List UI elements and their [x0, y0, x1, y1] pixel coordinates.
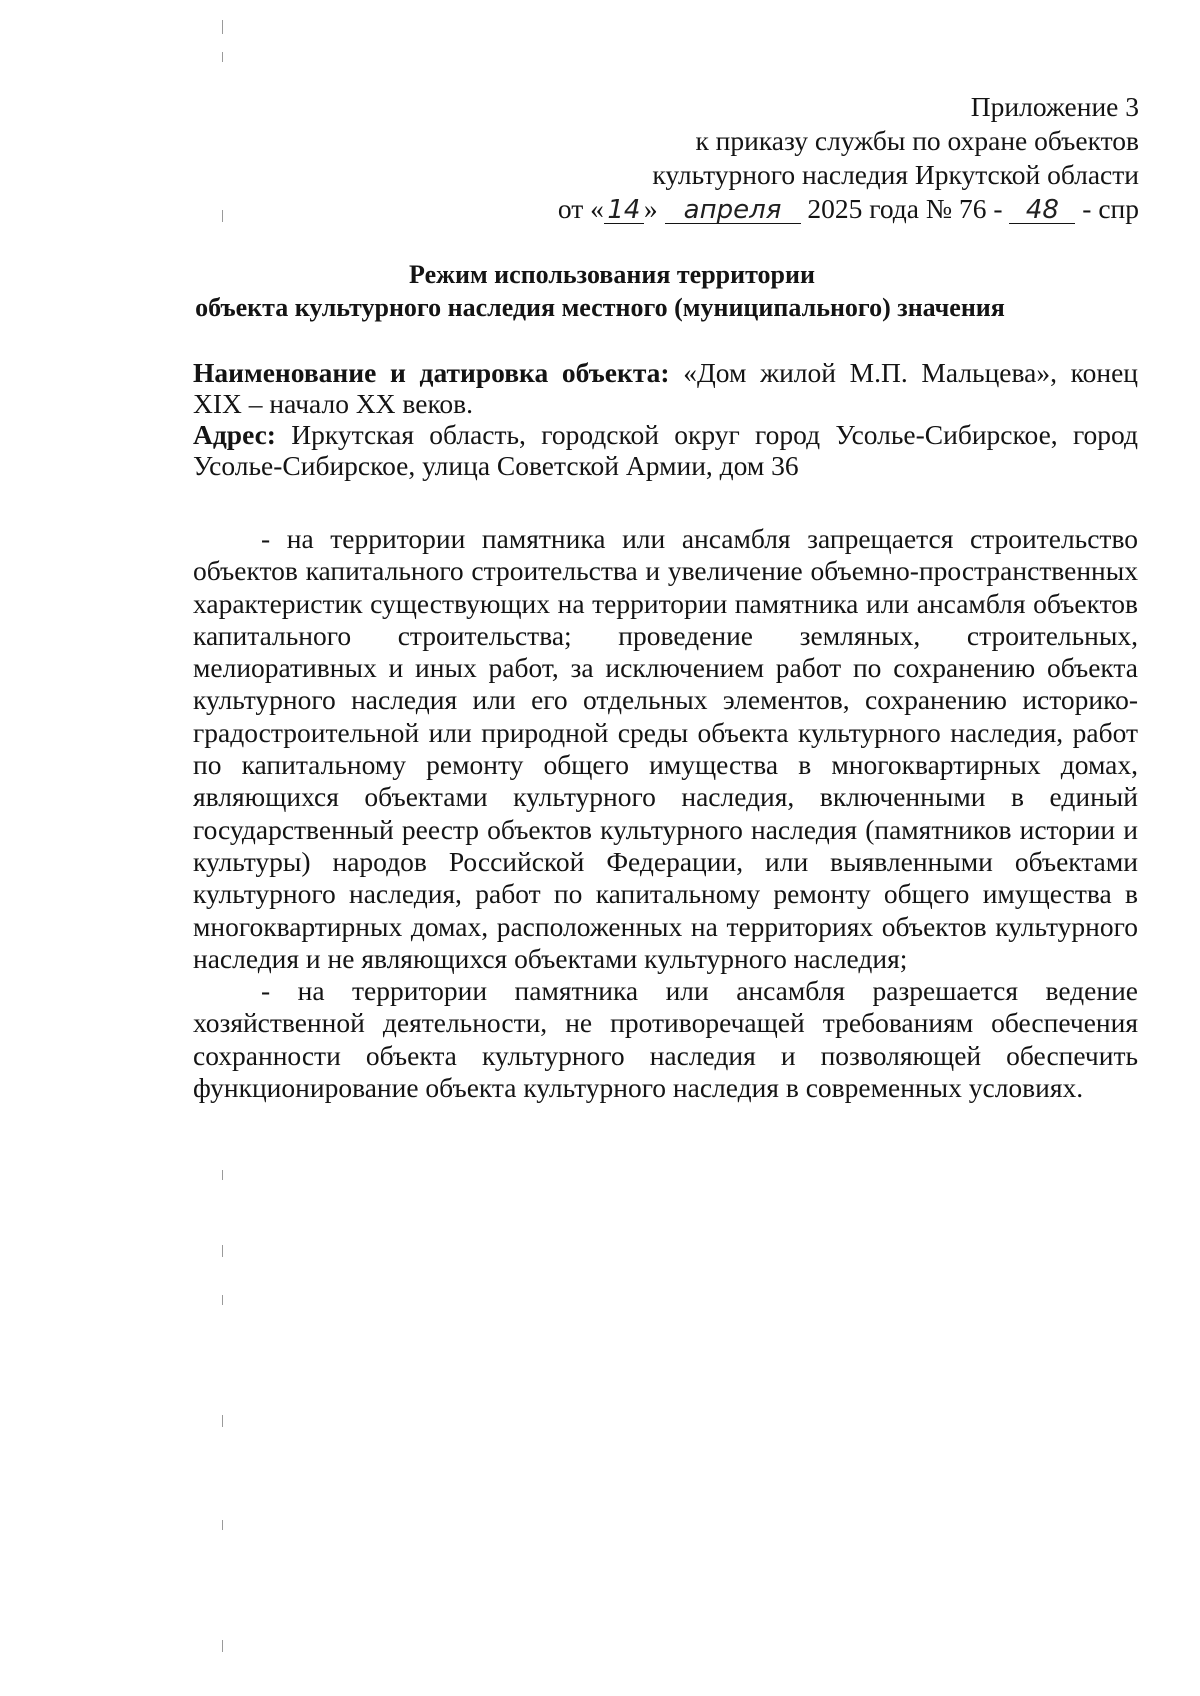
scan-artifact: [222, 1295, 223, 1305]
order-suffix: - спр: [1082, 193, 1139, 224]
scan-artifact: [222, 210, 223, 222]
document-title-line-1: Режим использования территории: [409, 260, 815, 289]
scan-artifact: [222, 1640, 223, 1652]
appendix-authority: культурного наследия Иркутской области: [652, 159, 1139, 190]
usage-rules: [193, 523, 1138, 1104]
document-title-line-2: объекта культурного наследия местного (муниципального) значения: [195, 293, 1005, 322]
appendix-date-line: [339, 192, 1139, 226]
handwritten-day: 14: [604, 197, 644, 224]
object-address-value: Иркутская область, городской округ город Усолье-Сибирское, город Усолье-Сибирское, улица Советской Армии, дом 36: [193, 419, 1138, 481]
date-prefix: от «: [557, 193, 604, 224]
appendix-header: [339, 90, 1139, 226]
object-address-paragraph: [193, 419, 1138, 481]
scan-artifact: [222, 1245, 223, 1257]
object-address-label: Адрес:: [193, 419, 276, 450]
scan-artifact: [222, 20, 223, 34]
scan-artifact: [222, 1520, 223, 1530]
date-year: 2025 года № 76 -: [807, 193, 1003, 224]
rule-permission: - на территории памятника или ансамбля разрешается ведение хозяйственной деятельности, не противоречащей требованиям обеспечения сохранности объекта культурного наследия и позволяющей обеспечить функционирование объекта культурного наследия в современных условиях.: [193, 975, 1138, 1104]
object-name-label: Наименование и датировка объекта:: [193, 357, 670, 388]
scan-artifact: [222, 1170, 223, 1180]
date-mid: »: [643, 193, 658, 224]
rule-prohibition: - на территории памятника или ансамбля запрещается строительство объектов капитального строительства и увеличение объемно-пространственных характеристик существующих на территории памятника или ансамбля объектов капитального строительства; проведение земляных, строительных, мелиоративных и иных работ, за исключением работ по сохранению объекта культурного наследия или его отдельных элементов, сохранению историко-градостроительной или природной среды объекта культурного наследия, работ по капитальному ремонту общего имущества в многоквартирных домах, являющихся объектами культурного наследия, включенными в единый государственный реестр объектов культурного наследия (памятников истории и культуры) народов Российской Федерации, или выявленными объектами культурного наследия, работ по капитальному ремонту общего имущества в многоквартирных домах, расположенных на территориях объектов культурного наследия и не являющихся объектами культурного наследия;: [193, 523, 1138, 974]
handwritten-order-number: 48: [1009, 197, 1075, 224]
object-info: [193, 357, 1138, 481]
scan-artifact: [222, 52, 223, 62]
object-name-value: «Дом жилой М.П. Мальцева», конец XIX – начало XX веков.: [193, 357, 1139, 419]
handwritten-month: апреля: [665, 197, 801, 224]
scan-artifact: [222, 1415, 223, 1427]
appendix-order-ref: к приказу службы по охране объектов: [695, 125, 1139, 156]
appendix-number: Приложение 3: [970, 91, 1139, 122]
object-name-paragraph: [193, 357, 1138, 419]
